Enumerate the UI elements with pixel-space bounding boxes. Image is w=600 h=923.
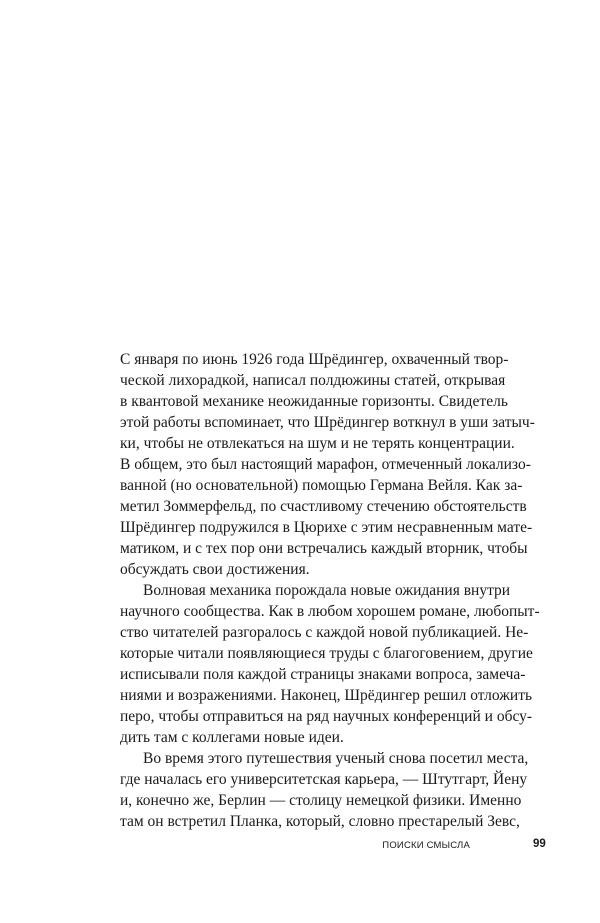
text-line: перо, чтобы отправиться на ряд научных конференций и обсу- xyxy=(120,708,533,725)
text-line: в квантовой механике неожиданные горизонты. Свидетель xyxy=(120,393,508,410)
text-line: где началась его университетская карьера, — Штутгарт, Йену xyxy=(120,771,528,788)
page-footer xyxy=(0,840,600,856)
page-number: 99 xyxy=(533,838,546,850)
text-line: ство читателей разгоралось с каждой новой публикацией. Не- xyxy=(120,624,529,641)
text-line: научного сообщества. Как в любом хорошем романе, любопыт- xyxy=(120,603,540,620)
text-line: исписывали поля каждой страницы знаками вопроса, замеча- xyxy=(120,666,526,683)
text-line: этой работы вспоминает, что Шрёдингер воткнул в уши затыч- xyxy=(120,414,535,431)
text-line: Во время этого путешествия ученый снова посетил места, xyxy=(143,750,529,767)
paragraph-3 xyxy=(120,748,529,832)
text-line: ниями и возражениями. Наконец, Шрёдингер решил отложить xyxy=(120,687,533,704)
text-line: В общем, это был настоящий марафон, отмеченный локализо- xyxy=(120,456,531,473)
text-line: матиком, и с тех пор они встречались каждый вторник, чтобы xyxy=(120,540,528,557)
text-line: ки, чтобы не отвлекаться на шум и не терять концентрации. xyxy=(120,435,515,452)
text-line: ческой лихорадкой, написал полдюжины статей, открывая xyxy=(120,372,506,389)
text-line: Шрёдингер подружился в Цюрихе с этим несравненным мате- xyxy=(120,519,533,536)
text-line: ванной (но основательной) помощью Германа Вейля. Как за- xyxy=(120,477,523,494)
text-line: дить там с коллегами новые идеи. xyxy=(120,729,344,746)
running-head: ПОИСКИ СМЫСЛА xyxy=(382,840,470,851)
body-text xyxy=(120,349,540,832)
paragraph-2 xyxy=(120,580,540,748)
text-line: и, конечно же, Берлин — столицу немецкой физики. Именно xyxy=(120,792,522,809)
text-line: там он встретил Планка, который, словно престарелый Зевс, xyxy=(120,813,520,830)
paragraph-1 xyxy=(120,349,535,580)
text-line: С января по июнь 1926 года Шрёдингер, охваченный твор- xyxy=(120,351,509,368)
text-line: метил Зоммерфельд, по счастливому стечению обстоятельств xyxy=(120,498,527,515)
text-line: обсуждать свои достижения. xyxy=(120,561,310,578)
text-line: которые читали появляющиеся труды с благоговением, другие xyxy=(120,645,533,662)
text-line: Волновая механика порождала новые ожидания внутри xyxy=(143,582,511,599)
